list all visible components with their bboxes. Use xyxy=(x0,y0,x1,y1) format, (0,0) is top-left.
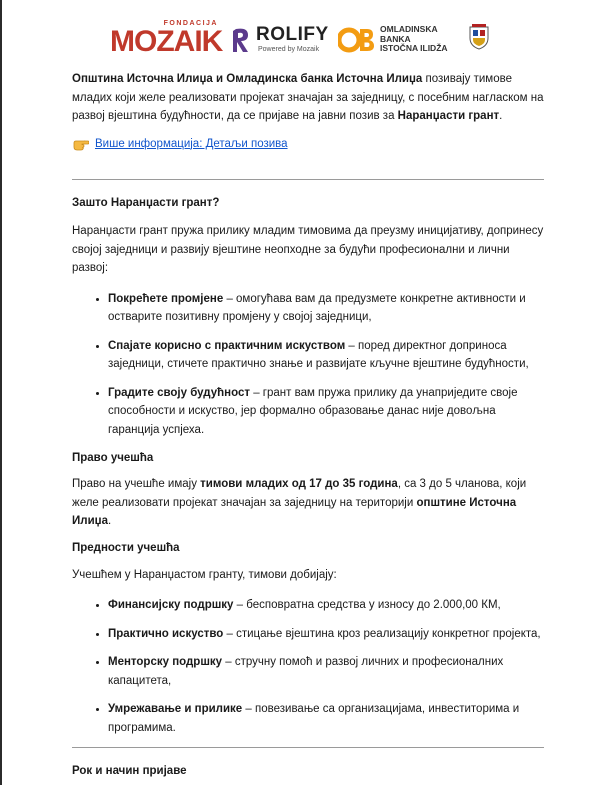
list-item xyxy=(108,596,544,615)
document-body xyxy=(72,70,544,780)
list-item xyxy=(108,290,544,327)
ob-mark-icon xyxy=(338,24,376,56)
pointing-hand-icon xyxy=(73,137,89,151)
rolify-logo xyxy=(232,24,332,60)
logo-bar xyxy=(0,18,610,64)
list-item xyxy=(108,700,544,737)
ob-logo-line2: BANKA xyxy=(380,33,411,44)
intro-text-end: . xyxy=(499,110,503,122)
list-item-text: – бесповратна средства у износу до 2.000,00 КМ, xyxy=(233,599,501,611)
eligibility-bold-age: тимови младих од 17 до 35 година xyxy=(200,478,398,490)
section-divider xyxy=(72,747,544,748)
rolify-logo-subtitle: Powered by Mozaik xyxy=(258,46,320,53)
list-item xyxy=(108,653,544,690)
list-item-text: – стицање вјештина кроз реализацију конкретног пројекта, xyxy=(223,627,541,640)
page-edge xyxy=(0,0,2,785)
coat-of-arms-icon xyxy=(468,22,490,50)
intro-paragraph xyxy=(72,70,544,126)
list-item-bold: Финансијску подршку xyxy=(108,599,234,611)
list-item-bold: Практично искуство xyxy=(108,627,224,640)
list-item-bold: Менторску подршку xyxy=(108,656,223,668)
eligibility-text: , са 3 до 5 чланова, који желе реализовати пројекат значајан за заједницу на територији xyxy=(72,478,527,509)
section-benefits-list xyxy=(72,596,544,737)
section-eligibility-body xyxy=(72,475,544,531)
eligibility-text: Право на учешће имају xyxy=(72,478,201,490)
list-item xyxy=(108,625,544,644)
section-benefits-title: Предности учешћа xyxy=(72,541,180,554)
ob-logo-line3: ISTOČNA ILIDŽA xyxy=(380,43,448,53)
section-why-body: Наранџасти грант пружа прилику младим тимовима да преузму иницијативу, допринесу својој заједници и развију вјештине неопходне за будући професионални и лични развој: xyxy=(72,225,544,274)
list-item-text: – грант вам пружа прилику да унаприједите своје способности и искуство, јер формално образовање данас није довољна гаранција успјеха. xyxy=(108,386,518,436)
more-info-line xyxy=(72,135,544,154)
list-item-text: – повезивање са организацијама, инвеститорима и програмима. xyxy=(108,703,520,734)
eligibility-text: . xyxy=(107,515,112,527)
section-why-list xyxy=(72,290,544,440)
mozaik-logo-name: MOZAIK xyxy=(110,25,223,58)
section-why-title: Зашто Наранџасти грант? xyxy=(72,197,220,209)
list-item-bold: Спајате корисно с практичним искуством xyxy=(108,339,346,352)
mozaik-logo-subtitle: FONDACIJA xyxy=(163,20,218,27)
list-item-bold: Градите своју будућност xyxy=(108,386,250,399)
intro-text: позивају тимове младих који желе реализовати пројекат значајан за заједницу, с посебним нагласком на развој вјештина будућности, да се пријаве на јавни позив за xyxy=(72,73,544,122)
list-item xyxy=(108,384,544,440)
list-item xyxy=(108,337,544,374)
eligibility-bold-municipality: општине Источна Илиџа xyxy=(72,496,517,527)
section-divider xyxy=(72,179,544,180)
mozaik-logo xyxy=(110,20,223,60)
omladinska-banka-logo xyxy=(338,22,488,60)
section-benefits-body: Учешћем у Наранџастом гранту, тимови добијају: xyxy=(72,568,337,581)
more-info-link[interactable]: Више информација: Детаљи позива xyxy=(95,137,288,150)
list-item-bold: Покрећете промјене xyxy=(108,292,224,305)
ob-logo-line1: OMLADINSKA xyxy=(380,24,438,34)
rolify-logo-name: ROLIFY xyxy=(256,24,329,45)
rolify-mark-icon xyxy=(232,26,252,54)
list-item-text: – стручну помоћ и развој личних и професионалних капацитета, xyxy=(108,656,504,687)
intro-bold-organizers: Општина Источна Илиџа и Омладинска банка Источна Илиџа xyxy=(72,73,423,85)
list-item-text: – поред директног доприноса заједници, стичете практично знање и развијате кључне вјештине будућности, xyxy=(108,339,529,370)
section-deadline-title: Рок и начин пријаве xyxy=(72,765,187,777)
intro-bold-grant: Наранџасти грант xyxy=(397,110,500,122)
section-eligibility-title: Право учешћа xyxy=(72,452,154,464)
list-item-text: – омогућава вам да предузмете конкретне активности и остварите позитивну промјену у својој заједници, xyxy=(108,292,526,323)
list-item-bold: Умрежавање и прилике xyxy=(108,703,243,715)
